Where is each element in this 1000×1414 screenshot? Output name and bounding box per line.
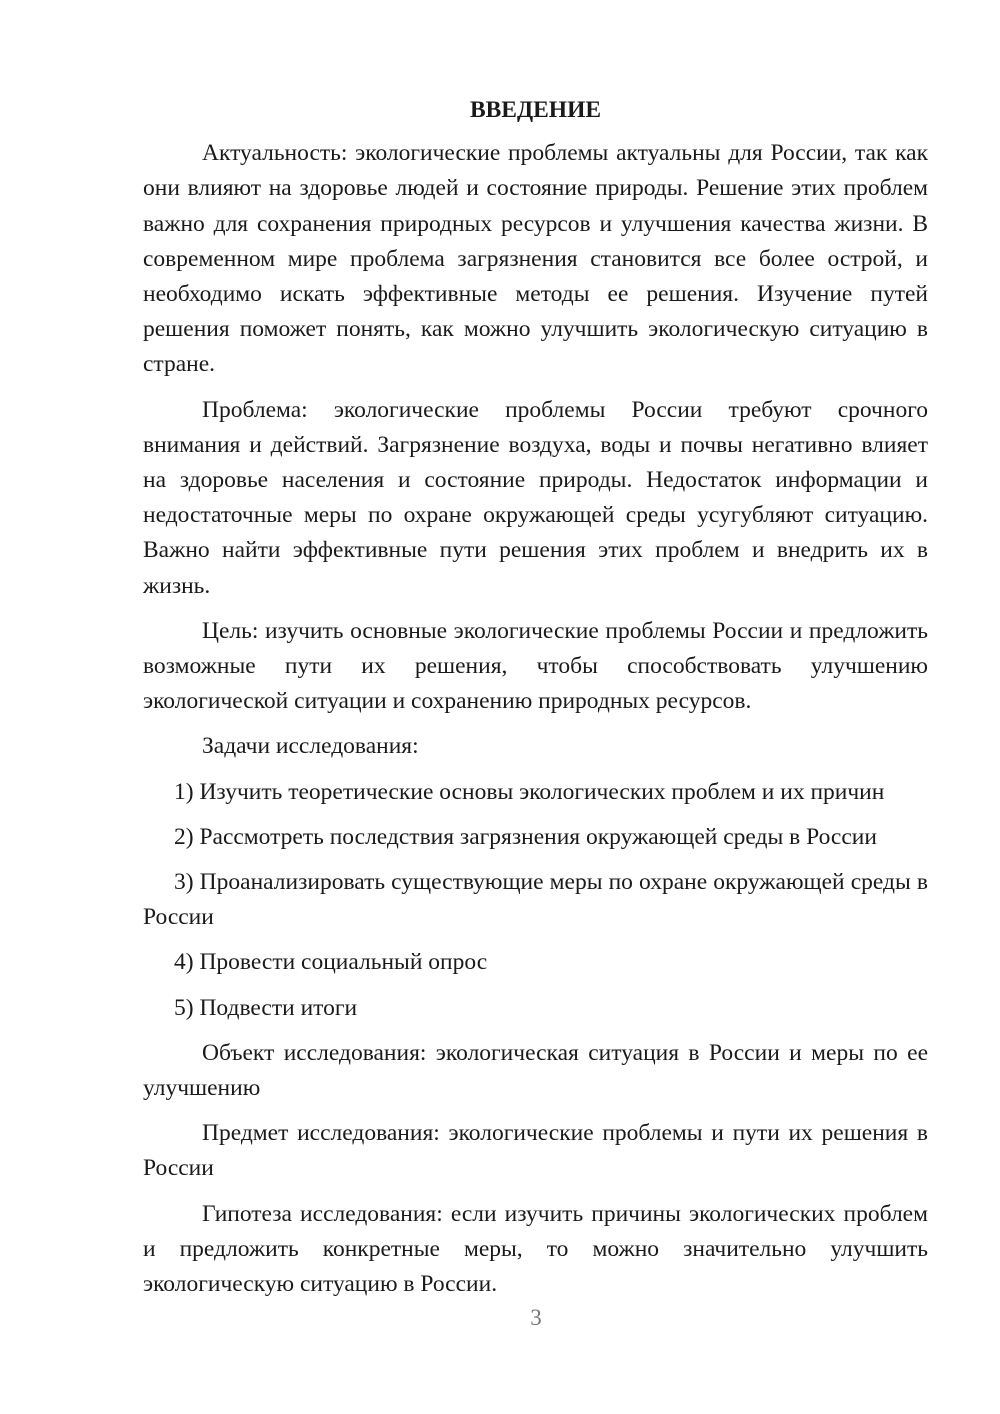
- section-title: ВВЕДЕНИЕ: [469, 97, 602, 123]
- task-item-4: 4) Провести социальный опрос: [174, 949, 488, 976]
- object-paragraph: Объект исследования: экологическая ситуация в России и меры по ее улучшению: [143, 1039, 928, 1102]
- task-item-2: 2) Рассмотреть последствия загрязнения окружающей среды в России: [174, 823, 877, 850]
- tasks-label: Задачи исследования:: [202, 733, 419, 760]
- hypothesis-paragraph: Гипотеза исследования: если изучить причины экологических проблем и предложить конкретные меры, то можно значительно улучшить экологическую ситуацию в России.: [143, 1200, 928, 1298]
- page-content: [143, 93, 928, 1312]
- goal-paragraph: Цель: изучить основные экологические проблемы России и предложить возможные пути их решения, чтобы способствовать улучшению экологической ситуации и сохранению природных ресурсов.: [143, 617, 928, 715]
- task-item-1: 1) Изучить теоретические основы экологических проблем и их причин: [174, 778, 885, 805]
- task-item-5: 5) Подвести итоги: [174, 994, 358, 1021]
- task-item-3: 3) Проанализировать существующие меры по охране окружающей среды в России: [143, 869, 928, 931]
- relevance-paragraph: Актуальность: экологические проблемы актуальны для России, так как они влияют на здоровье людей и состояние природы. Решение этих проблем важно для сохранения природных ресурсов и улучшения качества жизни. В современном мире проблема загрязнения становится все более острой, и необходимо искать эффективные методы ее решения. Изучение путей решения поможет понять, как можно улучшить экологическую ситуацию в стране.: [143, 140, 928, 378]
- page-number: 3: [530, 1305, 542, 1330]
- problem-paragraph: Проблема: экологические проблемы России требуют срочного внимания и действий. Загрязнение воздуха, воды и почвы негативно влияет на здоровье населения и состояние природы. Недостаток информации и недостаточные меры по охране окружающей среды усугубляют ситуацию. Важно найти эффективные пути решения этих проблем и внедрить их в жизнь.: [143, 396, 928, 599]
- subject-paragraph: Предмет исследования: экологические проблемы и пути их решения в России: [143, 1120, 928, 1182]
